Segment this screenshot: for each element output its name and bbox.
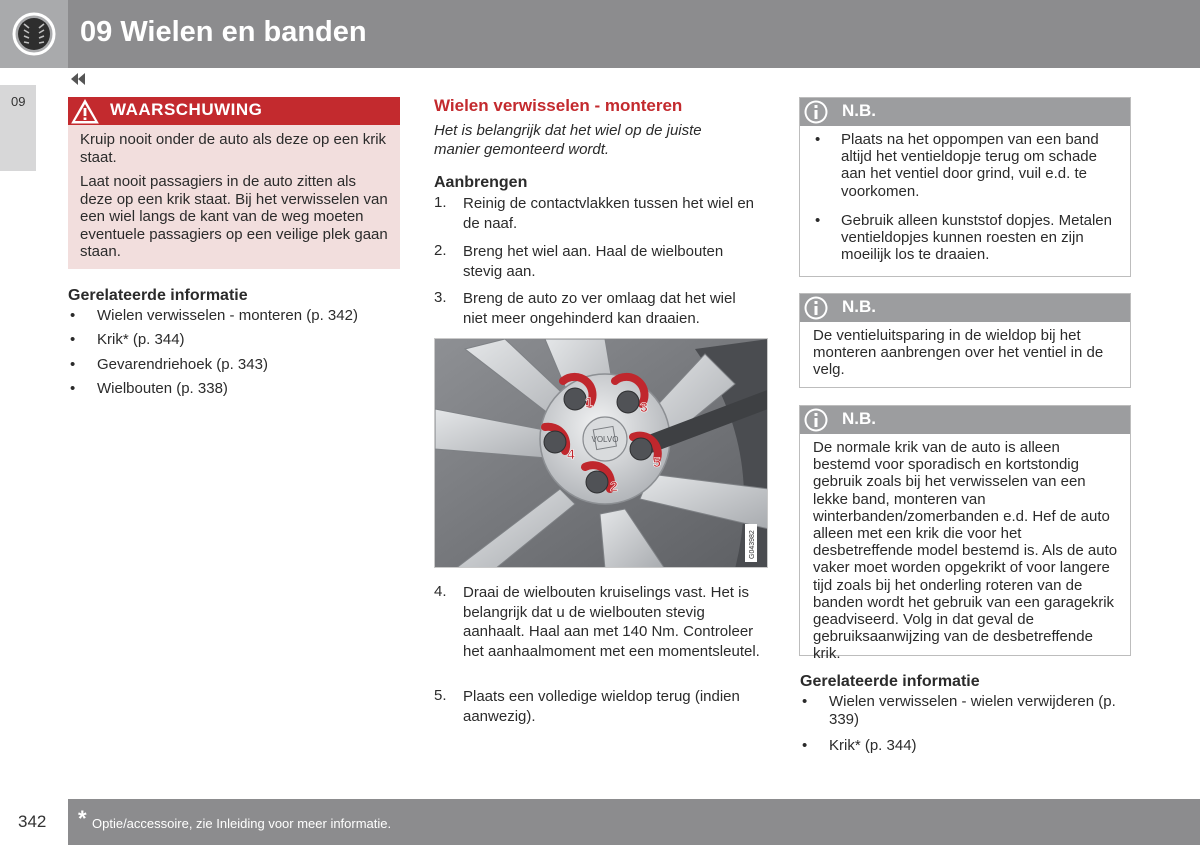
figure-code: G043982 [749, 530, 756, 559]
back-double-arrow-icon[interactable] [70, 73, 86, 85]
bolt-label: 2 [610, 478, 618, 494]
step-text: Plaats een volledige wieldop terug (indien aanwezig). [463, 688, 740, 725]
step-text: Draai de wielbouten kruiselings vast. Het is belangrijk dat u de wielbouten stevig aanhaalt. Haal aan met 140 Nm. Controleer het aanhaalmoment met een momentsleutel. [463, 584, 760, 660]
info-icon [803, 295, 829, 321]
warning-paragraph: Kruip nooit onder de auto als deze op een krik staat. [80, 131, 387, 166]
note-bullet: Plaats na het oppompen van een band altijd het ventieldopje terug om schade aan het ventiel door grind, vuil e.d. te voorkomen. [841, 131, 1099, 200]
note-title: N.B. [842, 409, 876, 428]
footnote-star: * [78, 806, 87, 831]
bullet: • [802, 737, 808, 754]
note-text: De normale krik van de auto is alleen bestemd voor sporadisch en kortstondig gebruik zoals bij het verwisselen van een lekke band, monteren van winterbanden/zomerbanden e.d. Hef de auto alleen met een krik die voor het desbetreffende model bestemd is. Als de auto vaker moet worden opgekrikt of voor langere tijd zoals bij het onderling roteren van de banden wordt het gebruik van een garagekrik geadviseerd. Volg in dat geval de gebruiksaanwijzing van de desbetreffende krik. [813, 439, 1118, 663]
bolt-label: 3 [640, 399, 648, 415]
warning-triangle-icon [70, 98, 100, 125]
chapter-title: 09 Wielen en banden [80, 16, 367, 48]
step-number: 3. [434, 289, 447, 306]
step-text: Reinig de contactvlakken tussen het wiel en de naaf. [463, 195, 755, 232]
chapter-tab-label: 09 [11, 94, 26, 109]
bolt-label: 1 [585, 394, 593, 410]
footnote-text: Optie/accessoire, zie Inleiding voor meer informatie. [92, 816, 392, 831]
bolt-label: 5 [653, 454, 661, 470]
volvo-logo: VOLVO [591, 435, 619, 444]
step-number: 1. [434, 194, 447, 211]
warning-paragraph: Laat nooit passagiers in de auto zitten als deze op een krik staat. Bij het verwisselen van een wiel langs de kant van de weg moeten eventuele passagiers op een veilige plek gaan staan. [80, 173, 388, 260]
page-number: 342 [18, 812, 47, 831]
bullet: • [802, 693, 808, 710]
step-number: 4. [434, 583, 447, 600]
step-number: 2. [434, 242, 447, 259]
bullet: • [70, 380, 76, 397]
note-bullet: Gebruik alleen kunststof dopjes. Metalen ventieldopjes kunnen roesten en zijn moeilijk los te draaien. [841, 212, 1112, 264]
bolt-label: 4 [567, 446, 575, 462]
related-link[interactable]: Krik* (p. 344) [829, 737, 917, 754]
note-text: De ventieluitsparing in de wieldop bij het monteren aanbrengen over het ventiel in de velg. [813, 327, 1104, 379]
section-intro: Het is belangrijk dat het wiel op de juiste manier gemonteerd wordt. [434, 122, 702, 158]
related-link[interactable]: Krik* (p. 344) [97, 331, 185, 348]
wheel-illustration [435, 339, 768, 568]
note-title: N.B. [842, 101, 876, 120]
procedure-heading: Aanbrengen [434, 174, 528, 191]
related-link[interactable]: Wielen verwisselen - wielen verwijderen (p. 339) [829, 693, 1116, 728]
wheel-bolt-figure [434, 338, 768, 568]
step-number: 5. [434, 687, 447, 704]
tire-icon [12, 12, 56, 56]
related-info-heading: Gerelateerde informatie [68, 287, 248, 304]
step-text: Breng de auto zo ver omlaag dat het wiel niet meer ongehinderd kan draaien. [463, 290, 736, 327]
bullet: • [70, 307, 76, 324]
section-title: Wielen verwisselen - monteren [434, 96, 683, 115]
info-icon [803, 407, 829, 433]
related-link[interactable]: Wielbouten (p. 338) [97, 380, 228, 397]
note-title: N.B. [842, 297, 876, 316]
step-text: Breng het wiel aan. Haal de wielbouten stevig aan. [463, 243, 724, 280]
info-icon [803, 99, 829, 125]
bullet: • [815, 131, 821, 148]
bullet: • [70, 331, 76, 348]
bullet: • [815, 212, 821, 229]
warning-title: WAARSCHUWING [110, 100, 263, 119]
related-link[interactable]: Gevarendriehoek (p. 343) [97, 356, 268, 373]
bullet: • [70, 356, 76, 373]
related-info-heading: Gerelateerde informatie [800, 673, 980, 690]
related-link[interactable]: Wielen verwisselen - monteren (p. 342) [97, 307, 358, 324]
